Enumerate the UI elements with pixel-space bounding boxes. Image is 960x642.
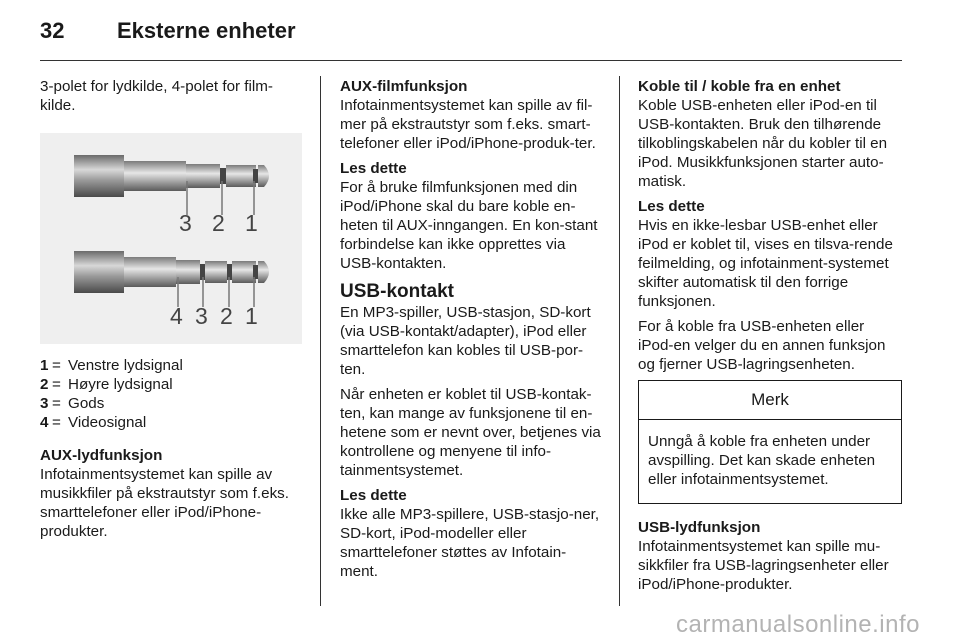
legend-item: 2= Høyre lydsignal — [40, 376, 173, 393]
page-number: 32 — [40, 18, 65, 43]
plug2-num-4: 4 — [170, 303, 183, 329]
column-3 — [638, 77, 902, 600]
legend-number: 3 — [40, 395, 49, 412]
legend-text: Gods — [68, 395, 105, 412]
plug-3-pole — [74, 155, 269, 236]
page-title: Eksterne enheter — [117, 18, 296, 43]
note-usb-support — [340, 486, 602, 581]
legend-item: 3= Gods — [40, 395, 105, 412]
legend-item: 4= Videosignal — [40, 414, 147, 431]
plug1-num-2: 2 — [212, 210, 225, 236]
intro-text: 3-polet for lydkilde, 4-polet for film-kilde. — [40, 78, 273, 114]
aux-film-section — [340, 77, 602, 153]
header-rule — [40, 60, 902, 61]
legend-text: Videosignal — [68, 414, 147, 431]
usb-intro-text: En MP3-spiller, USB-stasjon, SD-kort (via USB-kontakt/adapter), iPod eller smarttelefon kan kobles til USB-por-ten. — [340, 304, 591, 378]
legend-item: 1= Venstre lydsignal — [40, 357, 183, 374]
aux-film-text: Infotainmentsystemet kan spille av fil-mer på ekstrautstyr som f.eks. smart-telefoner eller iPod/iPhone-produk-ter. — [340, 97, 596, 152]
merk-box — [638, 380, 902, 504]
note-usb-heading: Les dette — [340, 487, 407, 504]
aux-audio-heading: AUX-lydfunksjon — [40, 447, 163, 464]
note-film-heading: Les dette — [340, 160, 407, 177]
usb-audio-section — [638, 518, 902, 594]
usb-controls-text: Når enheten er koblet til USB-kontak-ten, kan mange av funksjonene til en-hetene som er nevnt over, betjenes via kontrollene og menyene til info-tainmentsystemet. — [340, 386, 601, 479]
legend-text: Høyre lydsignal — [68, 376, 173, 393]
jack-plug-illustration — [40, 133, 302, 344]
usb-section-heading: USB-kontakt — [340, 281, 455, 302]
legend-text: Venstre lydsignal — [68, 357, 183, 374]
column-2 — [340, 77, 602, 587]
usb-audio-heading: USB-lydfunksjon — [638, 519, 761, 536]
note-film — [340, 159, 602, 273]
connect-section — [638, 77, 902, 191]
plug1-num-1: 1 — [245, 210, 258, 236]
column-divider-1 — [320, 76, 321, 606]
watermark: carmanualsonline.info — [676, 611, 920, 638]
disconnect-text: For å koble fra USB-enheten eller iPod-en velger du en annen funksjon og fjerner USB-lagringsenheten. — [638, 318, 886, 373]
note-unreadable-text: Hvis en ikke-lesbar USB-enhet eller iPod er koblet til, vises en tilsva-rende feilmelding, og infotainment-systemet skifter automatisk til den forrige funksjonen. — [638, 217, 893, 310]
plug-4-pole — [74, 251, 269, 329]
column-divider-2 — [619, 76, 620, 606]
aux-audio-section — [40, 446, 302, 541]
legend-number: 4 — [40, 414, 49, 431]
merk-text: Unngå å koble fra enheten under avspilling. Det kan skade enheten eller infotainmentsystemet. — [648, 433, 876, 488]
plug2-num-2: 2 — [220, 303, 233, 329]
jack-plug-figure — [40, 133, 302, 344]
aux-audio-text: Infotainmentsystemet kan spille av musikkfiler på ekstrautstyr som f.eks. smarttelefoner eller iPod/iPhone-produkter. — [40, 466, 289, 540]
merk-heading: Merk — [639, 381, 901, 420]
note-film-text: For å bruke filmfunksjonen med din iPod/iPhone skal du bare koble en-heten til AUX-inngangen. En kon-stant forbindelse kan ikke opprettes via USB-kontakten. — [340, 179, 598, 272]
note-unreadable — [638, 197, 902, 311]
note-usb-text: Ikke alle MP3-spillere, USB-stasjo-ner, SD-kort, iPod-modeller eller smarttelefoner støttes av Infotain-ment. — [340, 506, 600, 580]
plug1-num-3: 3 — [179, 210, 192, 236]
figure-legend — [40, 356, 302, 432]
column-1 — [40, 77, 302, 547]
legend-number: 1 — [40, 357, 49, 374]
legend-number: 2 — [40, 376, 49, 393]
plug2-num-1: 1 — [245, 303, 258, 329]
plug2-num-3: 3 — [195, 303, 208, 329]
connect-heading: Koble til / koble fra en enhet — [638, 78, 841, 95]
aux-film-heading: AUX-filmfunksjon — [340, 78, 468, 95]
note-unreadable-heading: Les dette — [638, 198, 705, 215]
usb-audio-text: Infotainmentsystemet kan spille mu-sikkfiler fra USB-lagringsenheter eller iPod/iPhone-produkter. — [638, 538, 889, 593]
connect-text: Koble USB-enheten eller iPod-en til USB-kontakten. Bruk den tilhørende tilkoblingskabelen når du kobler til en iPod. Musikkfunksjonen starter auto-matisk. — [638, 97, 888, 190]
